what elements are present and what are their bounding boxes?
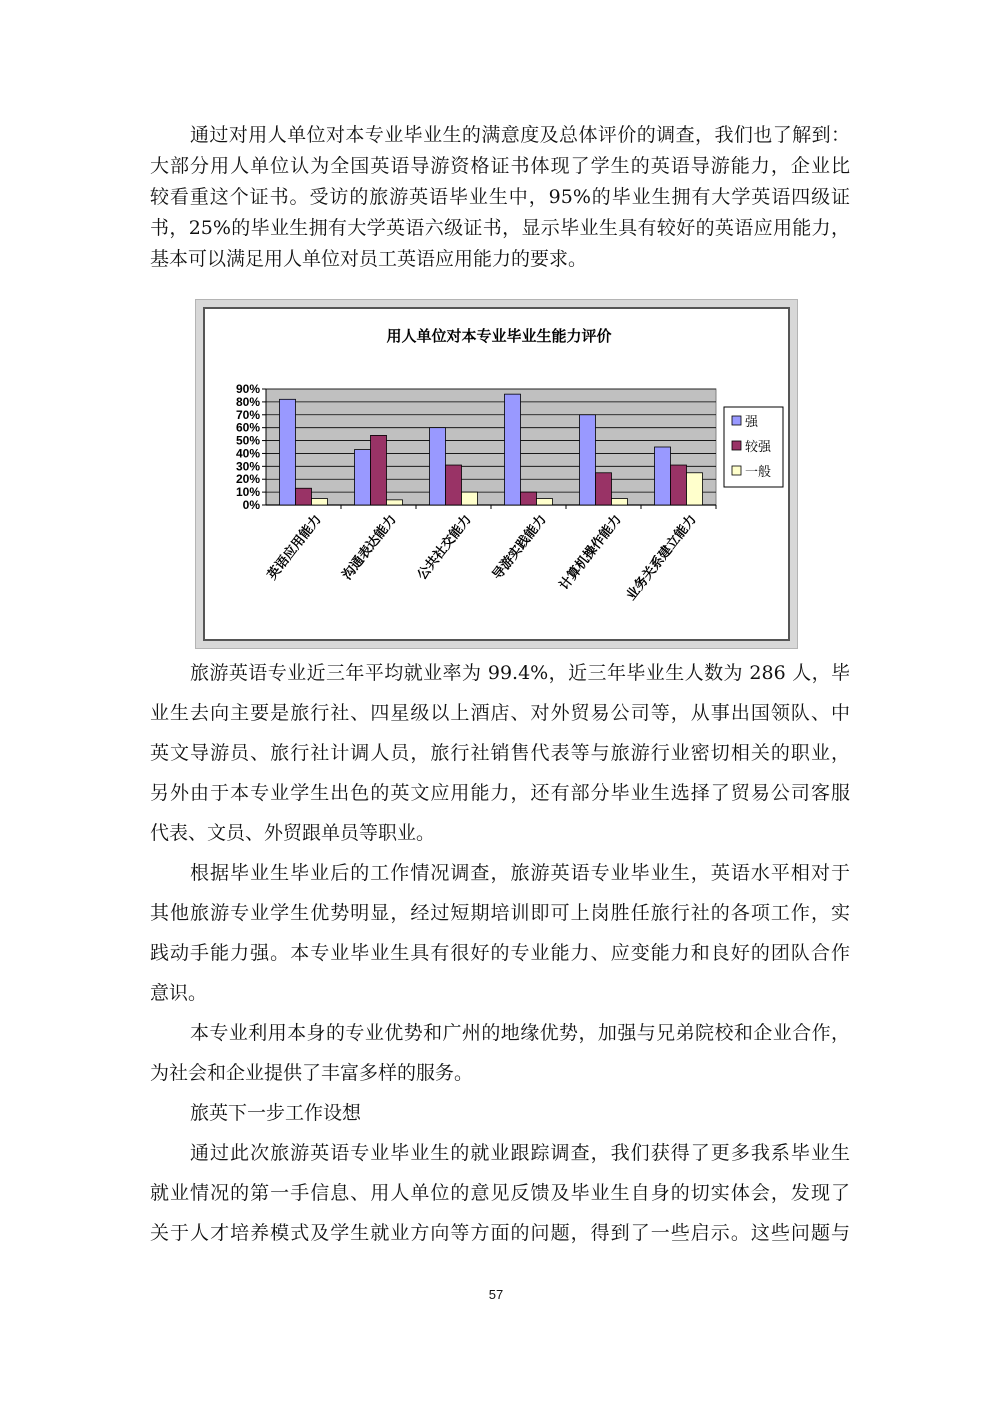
bar [671, 465, 687, 505]
x-tick-label: 业务关系建立能力 [623, 511, 699, 603]
text-line: 意识。 [150, 982, 208, 1004]
legend-label: 较强 [745, 439, 772, 454]
bar [462, 492, 478, 505]
section-heading [150, 1093, 850, 1133]
y-tick-label: 90% [235, 382, 260, 396]
y-tick-label: 70% [235, 407, 260, 422]
y-tick-label: 10% [235, 485, 260, 500]
text-line: 旅游英语专业近三年平均就业率为 99.4%，近三年毕业生人数为 286 人，毕 [190, 662, 850, 684]
text-line: 就业情况的第一手信息、用人单位的意见反馈及毕业生自身的切实体会，发现了 [150, 1182, 850, 1204]
paragraph-6 [150, 1133, 850, 1253]
bar [655, 447, 671, 505]
y-tick-label: 0% [242, 498, 260, 512]
y-tick-label: 40% [235, 446, 260, 461]
bar [537, 499, 553, 505]
bar [312, 499, 328, 505]
bar [505, 394, 521, 505]
legend-label: 一般 [745, 464, 772, 479]
legend-swatch [732, 416, 741, 425]
paragraph-3 [150, 853, 850, 1013]
heading-text: 旅英下一步工作设想 [190, 1102, 362, 1124]
paragraph-4 [150, 1013, 850, 1093]
x-tick-label: 导游实践能力 [489, 511, 549, 583]
y-tick-label: 60% [235, 420, 260, 435]
bar [355, 450, 371, 505]
page-number: 57 [488, 1287, 504, 1302]
bar [430, 428, 446, 505]
paragraph-2 [150, 653, 850, 853]
legend-swatch [732, 441, 741, 450]
bar [596, 473, 612, 505]
text-line: 大部分用人单位认为全国英语导游资格证书体现了学生的英语导游能力，企业比 [150, 155, 850, 177]
text-line: 关于人才培养模式及学生就业方向等方面的问题，得到了一些启示。这些问题与 [150, 1222, 850, 1244]
text-line: 业生去向主要是旅行社、四星级以上酒店、对外贸易公司等，从事出国领队、中 [150, 702, 850, 724]
bar [371, 435, 387, 505]
chart-area [203, 307, 790, 641]
text-line: 根据毕业生毕业后的工作情况调查，旅游英语专业毕业生，英语水平相对于 [190, 862, 850, 884]
legend-swatch [732, 466, 741, 475]
chart-frame [195, 299, 798, 649]
x-tick-label: 公共社交能力 [414, 511, 474, 583]
legend-label: 强 [745, 414, 759, 429]
text-line: 另外由于本专业学生出色的英文应用能力，还有部分毕业生选择了贸易公司客服 [150, 782, 850, 804]
text-line: 基本可以满足用人单位对员工英语应用能力的要求。 [150, 248, 588, 270]
paragraph-1 [150, 120, 850, 275]
bar-chart [205, 309, 788, 639]
text-line: 通过此次旅游英语专业毕业生的就业跟踪调查，我们获得了更多我系毕业生 [190, 1142, 850, 1164]
plot-area [266, 389, 716, 505]
x-tick-label: 沟通表达能力 [339, 511, 399, 583]
text-line: 书，25%的毕业生拥有大学英语六级证书，显示毕业生具有较好的英语应用能力， [150, 217, 850, 239]
bar [387, 500, 403, 505]
text-line: 英文导游员、旅行社计调人员，旅行社销售代表等与旅游行业密切相关的职业， [150, 742, 850, 764]
chart-title: 用人单位对本专业毕业生能力评价 [386, 328, 612, 345]
text-line: 较看重这个证书。受访的旅游英语毕业生中，95%的毕业生拥有大学英语四级证 [150, 186, 850, 208]
y-tick-label: 50% [235, 433, 260, 448]
bar [296, 488, 312, 505]
text-line: 通过对用人单位对本专业毕业生的满意度及总体评价的调查，我们也了解到： [190, 124, 850, 146]
bar [580, 415, 596, 505]
bar [612, 499, 628, 505]
bar [446, 465, 462, 505]
text-line: 其他旅游专业学生优势明显，经过短期培训即可上岗胜任旅行社的各项工作，实 [150, 902, 850, 924]
text-line: 本专业利用本身的专业优势和广州的地缘优势，加强与兄弟院校和企业合作， [190, 1022, 850, 1044]
x-tick-label: 英语应用能力 [264, 511, 324, 583]
x-tick-label: 计算机操作能力 [556, 511, 624, 593]
text-line: 为社会和企业提供了丰富多样的服务。 [150, 1062, 474, 1084]
bar [687, 473, 703, 505]
y-tick-label: 80% [235, 394, 260, 409]
y-tick-label: 30% [235, 459, 260, 474]
y-tick-label: 20% [235, 472, 260, 487]
text-line: 践动手能力强。本专业毕业生具有很好的专业能力、应变能力和良好的团队合作 [150, 942, 850, 964]
text-line: 代表、文员、外贸跟单员等职业。 [150, 822, 436, 844]
bar [280, 399, 296, 505]
bar [521, 492, 537, 505]
